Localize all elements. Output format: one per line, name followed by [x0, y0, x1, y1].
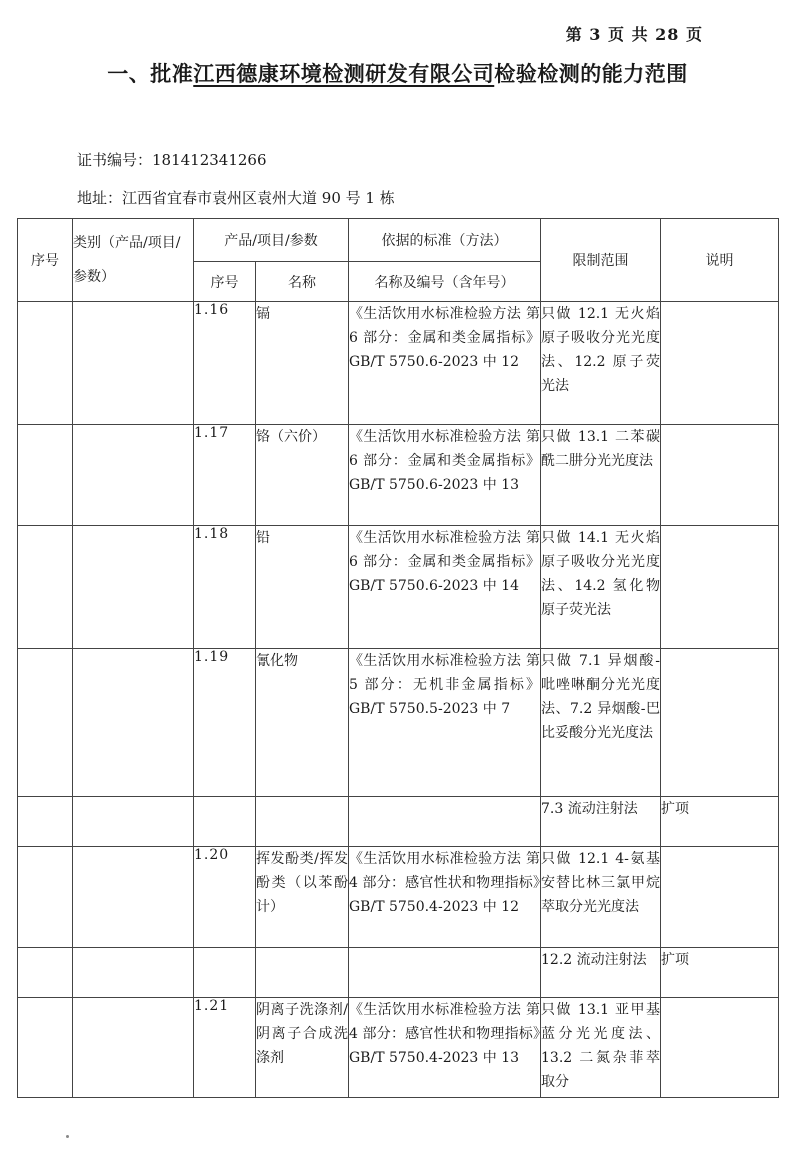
row-standard — [349, 797, 541, 847]
header-standard-group: 依据的标准（方法） — [349, 219, 541, 262]
row-note: 扩项 — [661, 948, 779, 998]
row-item-no: 1.16 — [194, 302, 256, 425]
document-title — [0, 58, 795, 88]
row-item-name: 挥发酚类/挥发酚类（以苯酚计） — [256, 847, 349, 948]
row-limit: 只做 12.1 无火焰原子吸收分光光度法、12.2 原子荧光法 — [541, 302, 661, 425]
row-note — [661, 425, 779, 526]
row-note — [661, 526, 779, 649]
row-limit: 7.3 流动注射法 — [541, 797, 661, 847]
row-limit: 只做 13.1 二苯碳酰二肼分光光度法 — [541, 425, 661, 526]
address: 地址：江西省宜春市袁州区袁州大道 90 号 1 栋 — [77, 189, 395, 207]
table-row — [18, 948, 779, 998]
table-row — [18, 302, 779, 425]
scope-table — [17, 218, 779, 1098]
header-note: 说明 — [661, 219, 779, 302]
row-category — [73, 526, 194, 649]
row-item-name — [256, 797, 349, 847]
row-standard: 《生活饮用水标准检验方法 第 4 部分：感官性状和物理指标》GB/T 5750.4-2023 中 12 — [349, 847, 541, 948]
row-limit: 只做 12.1 4-氨基安替比林三氯甲烷萃取分光光度法 — [541, 847, 661, 948]
row-seq — [18, 847, 73, 948]
row-note — [661, 649, 779, 797]
row-item-no — [194, 797, 256, 847]
page-number: 第 3 页 共 28 页 — [565, 25, 703, 44]
row-category — [73, 998, 194, 1098]
table-row — [18, 649, 779, 797]
row-item-no — [194, 948, 256, 998]
row-standard: 《生活饮用水标准检验方法 第 6 部分：金属和类金属指标》GB/T 5750.6-2023 中 12 — [349, 302, 541, 425]
scan-mark — [66, 1135, 69, 1138]
title-prefix: 一、批准 — [107, 61, 194, 86]
row-limit: 只做 13.1 亚甲基蓝分光光度法、13.2 二氮杂菲萃取分 — [541, 998, 661, 1098]
row-note — [661, 998, 779, 1098]
row-standard: 《生活饮用水标准检验方法 第 6 部分：金属和类金属指标》GB/T 5750.6-2023 中 14 — [349, 526, 541, 649]
row-standard: 《生活饮用水标准检验方法 第 5 部分：无机非金属指标》GB/T 5750.5-2023 中 7 — [349, 649, 541, 797]
header-standard-sub: 名称及编号（含年号） — [349, 262, 541, 302]
table-row — [18, 847, 779, 948]
row-standard: 《生活饮用水标准检验方法 第 4 部分：感官性状和物理指标》GB/T 5750.4-2023 中 13 — [349, 998, 541, 1098]
row-seq — [18, 998, 73, 1098]
row-item-name: 氰化物 — [256, 649, 349, 797]
row-item-no: 1.21 — [194, 998, 256, 1098]
row-limit: 只做 7.1 异烟酸-吡唑啉酮分光光度法、7.2 异烟酸-巴比妥酸分光光度法 — [541, 649, 661, 797]
header-product-group: 产品/项目/参数 — [194, 219, 349, 262]
certificate-number: 证书编号：181412341266 — [77, 151, 267, 169]
table-row — [18, 425, 779, 526]
row-category — [73, 649, 194, 797]
table-row — [18, 526, 779, 649]
row-item-no: 1.18 — [194, 526, 256, 649]
row-item-name: 镉 — [256, 302, 349, 425]
row-item-name: 阴离子洗涤剂/阴离子合成洗涤剂 — [256, 998, 349, 1098]
row-item-name — [256, 948, 349, 998]
row-limit: 12.2 流动注射法 — [541, 948, 661, 998]
row-seq — [18, 649, 73, 797]
row-category — [73, 797, 194, 847]
row-seq — [18, 526, 73, 649]
table-row — [18, 998, 779, 1098]
row-item-name: 铅 — [256, 526, 349, 649]
table-row — [18, 797, 779, 847]
row-item-no: 1.19 — [194, 649, 256, 797]
header-seq: 序号 — [18, 219, 73, 302]
row-item-no: 1.17 — [194, 425, 256, 526]
row-category — [73, 302, 194, 425]
row-seq — [18, 302, 73, 425]
row-item-no: 1.20 — [194, 847, 256, 948]
lab-name: 江西德康环境检测研发有限公司 — [193, 61, 495, 86]
row-seq — [18, 797, 73, 847]
header-sub-name: 名称 — [256, 262, 349, 302]
title-suffix: 检验检测的能力范围 — [494, 61, 688, 86]
header-limit: 限制范围 — [541, 219, 661, 302]
header-sub-seq: 序号 — [194, 262, 256, 302]
row-seq — [18, 948, 73, 998]
header-category: 类别（产品/项目/参数） — [73, 219, 194, 302]
row-limit: 只做 14.1 无火焰原子吸收分光光度法、14.2 氢化物原子荧光法 — [541, 526, 661, 649]
row-category — [73, 847, 194, 948]
row-category — [73, 425, 194, 526]
row-category — [73, 948, 194, 998]
row-seq — [18, 425, 73, 526]
row-note: 扩项 — [661, 797, 779, 847]
row-note — [661, 302, 779, 425]
row-standard — [349, 948, 541, 998]
row-standard: 《生活饮用水标准检验方法 第 6 部分：金属和类金属指标》GB/T 5750.6-2023 中 13 — [349, 425, 541, 526]
row-note — [661, 847, 779, 948]
row-item-name: 铬（六价） — [256, 425, 349, 526]
